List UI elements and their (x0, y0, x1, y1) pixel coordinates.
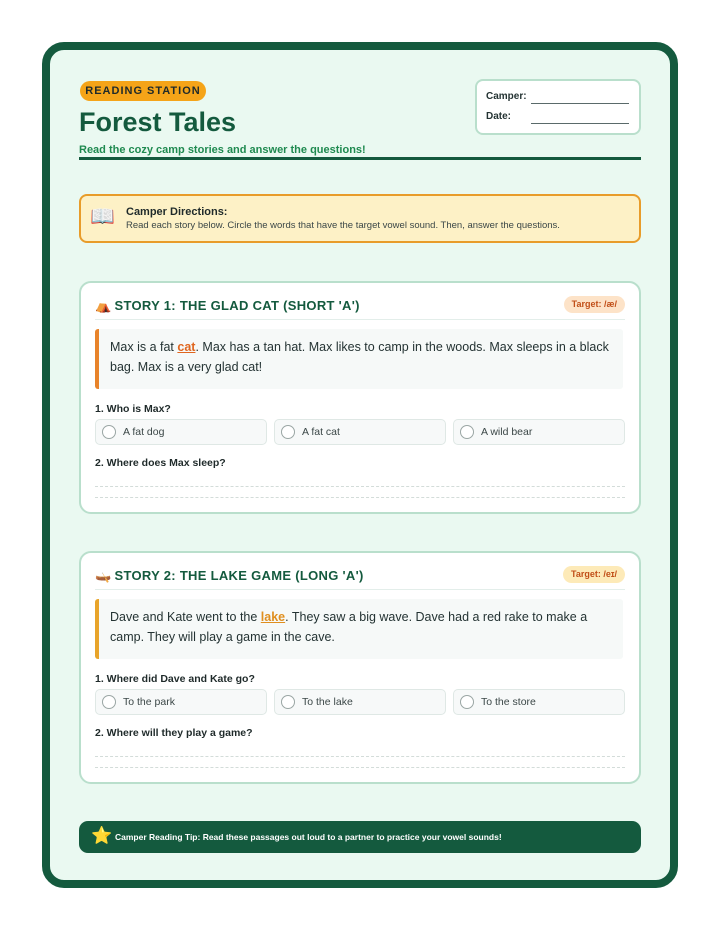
header-divider (79, 157, 641, 160)
answer-line[interactable] (95, 486, 625, 487)
reading-tip-text: Camper Reading Tip: Read these passages out loud to a partner to practice your vowel sounds! (115, 832, 502, 842)
answer-option[interactable] (274, 689, 446, 715)
answer-option[interactable] (95, 689, 267, 715)
story-card-2 (79, 551, 641, 784)
passage-text-start: Max is a fat (110, 340, 178, 354)
answer-option[interactable] (274, 419, 446, 445)
question-1: 1. Who is Max? (95, 403, 171, 415)
story-heading-text: STORY 2: THE LAKE GAME (LONG 'A') (114, 568, 364, 583)
reading-station-badge: READING STATION (80, 81, 206, 101)
radio-button[interactable] (281, 425, 295, 439)
directions-text: Read each story below. Circle the words that have the target vowel sound. Then, answer the questions. (126, 220, 560, 231)
question-2: 2. Where does Max sleep? (95, 457, 226, 469)
passage-text-end: . Max has a tan hat. Max likes to camp in the woods. Max sleeps in a black bag. Max is a very glad cat! (110, 340, 609, 374)
answer-line[interactable] (95, 497, 625, 498)
date-field[interactable] (531, 123, 629, 124)
question-1: 1. Where did Dave and Kate go? (95, 673, 255, 685)
target-sound-badge: Target: /eɪ/ (563, 566, 625, 583)
option-label: A wild bear (481, 426, 533, 438)
radio-button[interactable] (281, 695, 295, 709)
star-icon: ⭐ (91, 826, 113, 845)
tent-icon: ⛺ (95, 298, 112, 313)
story-heading (95, 298, 360, 314)
option-label: To the store (481, 696, 536, 708)
page-subtitle: Read the cozy camp stories and answer the questions! (79, 144, 366, 156)
worksheet-frame (42, 42, 678, 888)
answer-option[interactable] (95, 419, 267, 445)
answer-option[interactable] (453, 689, 625, 715)
option-label: To the lake (302, 696, 353, 708)
camper-label: Camper: (486, 91, 527, 102)
story-passage (95, 329, 623, 389)
highlighted-word[interactable]: cat (177, 340, 196, 354)
passage-text-start: Dave and Kate went to the (110, 610, 261, 624)
story-heading-text: STORY 1: THE GLAD CAT (SHORT 'A') (114, 298, 360, 313)
radio-button[interactable] (102, 425, 116, 439)
passage-text-end: . They saw a big wave. Dave had a red rake to make a camp. They will play a game in the cave. (110, 610, 588, 644)
highlighted-word[interactable]: lake (260, 610, 286, 624)
open-book-icon: 📖 (90, 206, 115, 228)
radio-button[interactable] (460, 425, 474, 439)
canoe-icon: 🛶 (95, 568, 112, 583)
option-label: A fat cat (302, 426, 340, 438)
story-passage (95, 599, 623, 659)
answer-line[interactable] (95, 756, 625, 757)
reading-tip-banner (79, 821, 641, 853)
target-sound-badge: Target: /æ/ (564, 296, 625, 313)
option-label: A fat dog (123, 426, 165, 438)
story-divider (95, 319, 625, 320)
question-2: 2. Where will they play a game? (95, 727, 253, 739)
option-label: To the park (123, 696, 175, 708)
camper-name-field[interactable] (531, 103, 629, 104)
story-divider (95, 589, 625, 590)
radio-button[interactable] (460, 695, 474, 709)
story-card-1 (79, 281, 641, 514)
answer-line[interactable] (95, 767, 625, 768)
page-title: Forest Tales (79, 107, 237, 137)
story-heading (95, 568, 364, 584)
radio-button[interactable] (102, 695, 116, 709)
camper-directions (79, 194, 641, 243)
camper-info-box (475, 79, 641, 135)
answer-option[interactable] (453, 419, 625, 445)
date-label: Date: (486, 111, 512, 122)
directions-title: Camper Directions: (126, 206, 228, 218)
